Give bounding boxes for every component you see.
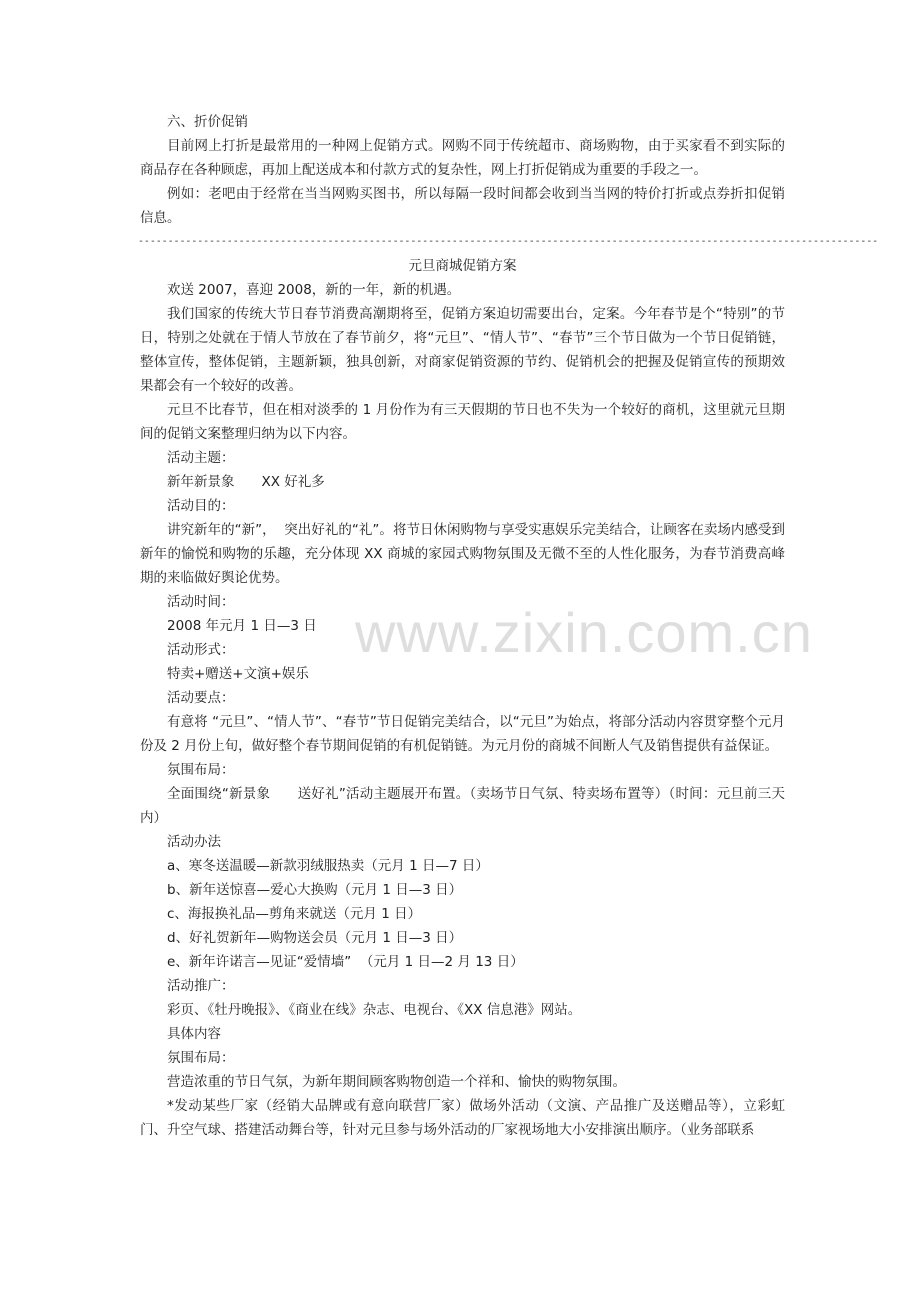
paragraph: 彩页、《牡丹晚报》、《商业在线》杂志、电视台、《XX 信息港》网站。: [167, 1002, 582, 1018]
list-item: c、海报换礼品—剪角来就送（元月 1 日）: [167, 906, 422, 922]
list-item: d、好礼贺新年—购物送会员（元月 1 日—3 日）: [167, 930, 463, 946]
list-item: a、寒冬送温暖—新款羽绒服热卖（元月 1 日—7 日）: [167, 858, 489, 874]
paragraph: 元旦不比春节，但在相对淡季的 1 月份作为有三天假期的节日也不失为一个较好的商机，这里就元旦期间的促销文案整理归纳为以下内容。: [140, 402, 785, 442]
watermark: www.zixin.com.cn: [355, 601, 813, 664]
document-title: 元旦商城促销方案: [408, 258, 517, 274]
label-line: 氛围布局：: [167, 762, 235, 778]
document-body: [138, 110, 879, 1142]
paragraph: 例如：老吧由于经常在当当网购买图书，所以每隔一段时间都会收到当当网的特价打折或点券折扣促销信息。: [140, 186, 785, 226]
dashed-divider: -----------------------------------------------------------------------------------------------------------------------------: [138, 236, 879, 247]
label-line: 氛围布局：: [167, 1050, 235, 1066]
paragraph: 2008 年元月 1 日—3 日: [167, 618, 317, 634]
paragraph: 讲究新年的“新”， 突出好礼的“礼”。将节日休闲购物与享受实惠娱乐完美结合，让顾客在卖场内感受到新年的愉悦和购物的乐趣，充分体现 XX 商城的家园式购物氛围及无微不至的人性化服务，为春节消费高峰期的来临做好舆论优势。: [140, 522, 785, 586]
label-line: 活动主题：: [167, 450, 235, 466]
label-line: 活动形式：: [167, 642, 235, 658]
label-line: 活动时间：: [167, 594, 235, 610]
list-item: e、新年许诺言—见证“爱情墙” （元月 1 日—2 月 13 日）: [167, 954, 524, 970]
label-line: 活动推广：: [167, 978, 235, 994]
paragraph: 我们国家的传统大节日春节消费高潮期将至，促销方案迫切需要出台，定案。今年春节是个“特别”的节日，特别之处就在于情人节放在了春节前夕，将“元旦”、“情人节”、“春节”三个节日做为一个节日促销链，整体宣传，整体促销，主题新颖，独具创新，对商家促销资源的节约、促销机会的把握及促销宣传的预期效果都会有一个较好的改善。: [140, 306, 785, 394]
label-line: 具体内容: [167, 1026, 221, 1042]
paragraph: *发动某些厂家（经销大品牌或有意向联营厂家）做场外活动（文演、产品推广及送赠品等），立彩虹门、升空气球、搭建活动舞台等，针对元旦参与场外活动的厂家视场地大小安排演出顺序。（业务部联系: [140, 1098, 785, 1138]
paragraph: 特卖+赠送+文演+娱乐: [167, 666, 309, 682]
paragraph: 新年新景象 XX 好礼多: [167, 474, 325, 490]
label-line: 活动要点：: [167, 690, 235, 706]
paragraph: 欢送 2007，喜迎 2008，新的一年，新的机遇。: [167, 282, 461, 298]
paragraph: 营造浓重的节日气氛，为新年期间顾客购物创造一个祥和、愉快的购物氛围。: [167, 1074, 626, 1090]
paragraph: 有意将 “元旦”、“情人节”、“春节”节日促销完美结合，以“元旦”为始点，将部分活动内容贯穿整个元月份及 2 月份上旬，做好整个春节期间促销的有机促销链。为元月份的商城不间断人气及销售提供有益保证。: [140, 714, 785, 754]
paragraph: 目前网上打折是最常用的一种网上促销方式。网购不同于传统超市、商场购物，由于买家看不到实际的商品存在各种顾虑，再加上配送成本和付款方式的复杂性，网上打折促销成为重要的手段之一。: [140, 138, 785, 178]
label-line: 活动目的：: [167, 498, 235, 514]
paragraph: 全面围绕“新景象 送好礼”活动主题展开布置。（卖场节日气氛、特卖场布置等）（时间：元旦前三天内）: [140, 786, 785, 826]
list-item: b、新年送惊喜—爱心大换购（元月 1 日—3 日）: [167, 882, 463, 898]
label-line: 活动办法: [167, 834, 221, 850]
section-heading: 六、折价促销: [167, 114, 248, 130]
